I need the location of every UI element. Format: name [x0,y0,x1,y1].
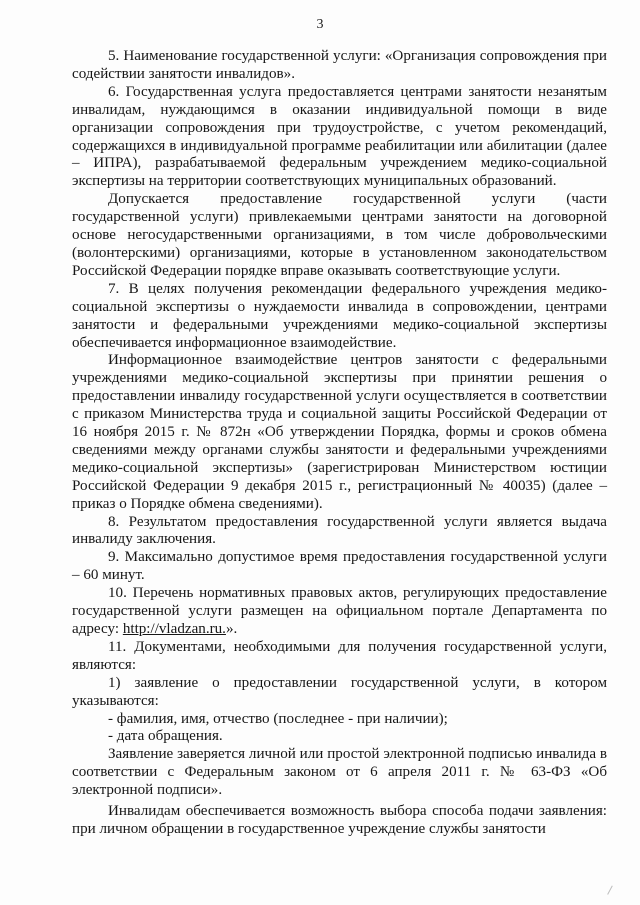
department-portal-link[interactable]: http://vladzan.ru. [122,621,226,637]
paragraph-item-8: 8. Результатом предоставления государственной услуги является выдача инвалиду заключения. [72,513,607,548]
document-body [72,48,607,839]
paragraph-item-11-1: 1) заявление о предоставлении государственной услуги, в котором указываются: [72,674,607,709]
page-number: 3 [316,17,324,32]
paragraph-item-7: 7. В целях получения рекомендации федерального учреждения медико-социальной экспертизы о нуждаемости инвалида в сопровождении, центрами занятости и федеральными учреждениями медико-социальной экспертизы обеспечивается информационное взаимодействие. [72,280,607,351]
paragraph-item-10-end: ». [225,621,238,637]
list-item-full-name: - фамилия, имя, отчество (последнее - при наличии); [108,710,448,727]
paragraph-application-method: Инвалидам обеспечивается возможность выбора способа подачи заявления: при личном обращении в государственное учреждение службы занятости [72,803,607,837]
list-item-request-date: - дата обращения. [108,728,223,745]
paragraph-item-5: 5. Наименование государственной услуги: «Организация сопровождения при содействии занятости инвалидов». [72,48,607,82]
paragraph-item-9: 9. Максимально допустимое время предоставления государственной услуги – 60 минут. [72,549,607,584]
paragraph-item-6-continued: Допускается предоставление государственной услуги (части государственной услуги) привлекаемыми центрами занятости на договорной основе негосударственными организациями, в том числе добровольческими (волонтерскими) организациями, которые в установленном законодательством Российской Федерации порядке вправе оказывать соответствующие услуги. [72,191,607,279]
paragraph-signature-requirement: Заявление заверяется личной или простой электронной подписью инвалида в соответствии с Федеральным законом от 6 апреля 2011 г. № 63-ФЗ «Об электронной подписи». [72,746,607,799]
paragraph-item-6: 6. Государственная услуга предоставляется центрами занятости незанятым инвалидам, нуждающимся в оказании индивидуальной помощи в виде организации сопровождения при трудоустройстве, с учетом рекомендаций, содержащихся в индивидуальной программе реабилитации или абилитации (далее – ИПРА), разрабатываемой федеральным учреждением медико-социальной экспертизы на территории соответствующих муниципальных образований. [72,83,607,190]
paragraph-item-11: 11. Документами, необходимыми для получения государственной услуги, являются: [72,638,607,673]
paragraph-item-10 [72,585,607,639]
corner-mark [607,885,620,898]
paragraph-item-7-continued: Информационное взаимодействие центров занятости с федеральными учреждениями медико-социальной экспертизы при принятии решения о предоставлении инвалиду государственной услуги осуществляется в соответствии с приказом Министерства труда и социальной защиты Российской Федерации от 16 ноября 2015 г. № 872н «Об утверждении Порядка, формы и сроков обмена сведениями между органами службы занятости и федеральными учреждениями медико-социальной экспертизы» (зарегистрирован Министерством юстиции Российской Федерации 9 декабря 2015 г., регистрационный № 40035) (далее – приказ о Порядке обмена сведениями). [72,352,607,512]
paragraph-item-10-text: 10. Перечень нормативных правовых актов, регулирующих предоставление государственной услуги размещен на официальном портале Департамента по адресу: [72,585,607,637]
